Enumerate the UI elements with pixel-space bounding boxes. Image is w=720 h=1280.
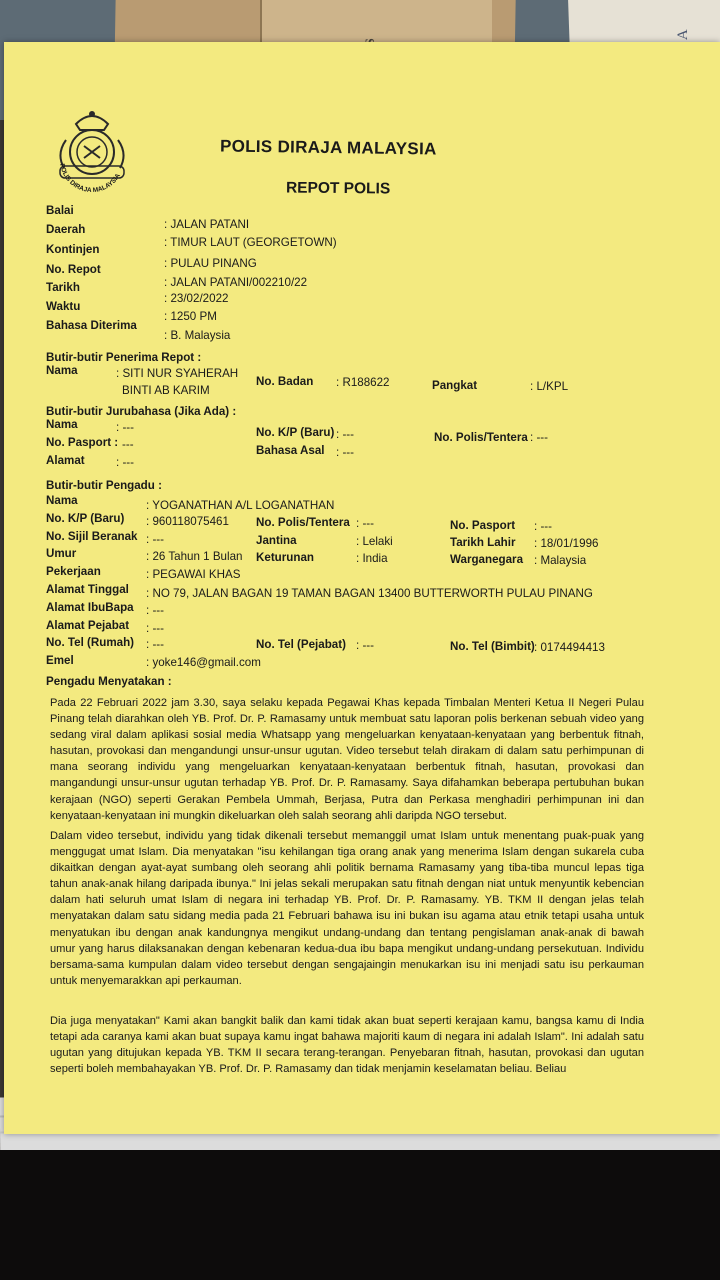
pengadu-nokp-label: No. K/P (Baru) bbox=[46, 512, 125, 525]
jurubahasa-nokp-value: : --- bbox=[336, 428, 355, 441]
no-repot-value: : PULAU PINANG bbox=[164, 257, 257, 270]
no-repot-label: No. Repot bbox=[46, 263, 101, 276]
bahasa-label: Bahasa Diterima bbox=[46, 319, 137, 332]
pengadu-nopolis-value: : --- bbox=[356, 517, 375, 530]
jurubahasa-heading: Butir-butir Jurubahasa (Jika Ada) : bbox=[46, 405, 237, 418]
crest-text: POLIS DIRAJA MALAYSIA bbox=[58, 163, 122, 192]
tarikh-label: Tarikh bbox=[46, 281, 80, 294]
statement-paragraph-3: Dia juga menyatakan" Kami akan bangkit balik dan kami tidak akan buat seperti kerajaan kamu, bangsa kamu di India tetapi ada caranya kami akan buat supaya kamu ingat bahawa majoriti kaum di negara ini adalah Islam". Ini adalah satu ugutan yang ditujukan kepada YB. TKM II secara terang-terangan. Penyebaran fitnah, hasutan, provokasi dan ugutan seperti boleh membahayakan YB. Prof. Dr. P. Ramasamy dan tidak menjamin keselamatan beliau. Beliau bbox=[50, 1015, 644, 1076]
report-page bbox=[4, 42, 720, 1134]
statement-heading: Pengadu Menyatakan : bbox=[46, 675, 172, 688]
umur-value: : 26 Tahun 1 Bulan bbox=[146, 550, 243, 563]
statement-paragraph-2: Dalam video tersebut, individu yang tidak dikenali tersebut memanggil umat Islam untuk menentang puak-puak yang menggugat umat Islam. Dia menyatakan "isu kehilangan tiga orang anak yang menerima Islam dengan sukarela cuba dikaitkan dengan ayat-ayat sumbang oleh seorang ahli politik bernama Ramasamy yang tiba-tiba muncul lepas tiga tahun anak-anak hilang daripada ibunya." Ini jelas sekali merupakan satu fitnah dengan niat untuk menyuntik kebencian dalam hati seluruh umat Islam di negara ini terhadap YB. Prof. Dr. P. Ramasamy. YB. TKM II dengan jelas telah menyatakan dalam satu sidang media pada 21 Februari bahawa isu ini bukan isu agama atau etnik tetapi usaha untuk menyatukan ibu dengan anak kandungnya mengikut undang-undang dan tentang pengislaman anak-anak di bawah umur yang harus dilaksanakan dengan kebenaran kedua-dua ibu bapa mengikut undang-undang persekutuan. Individu bersama-sama kumpulan dalam video tersebut dengan sengajaingin menukarkan isu ini menjadi satu isu perkauman untuk menyemarakkan api perkauman. bbox=[50, 830, 644, 987]
jurubahasa-nama-label: Nama bbox=[46, 418, 78, 431]
jurubahasa-nopolis-label: No. Polis/Tentera bbox=[434, 431, 528, 444]
keturunan-value: : India bbox=[356, 552, 388, 565]
kontinjen-label: Kontinjen bbox=[46, 243, 100, 256]
pengadu-nokp-value: : 960118075461 bbox=[146, 515, 229, 528]
warganegara-value: : Malaysia bbox=[534, 554, 587, 567]
kontinjen-value: : TIMUR LAUT (GEORGETOWN) bbox=[164, 236, 337, 249]
alamat-ibubapa-label: Alamat IbuBapa bbox=[46, 601, 134, 614]
umur-label: Umur bbox=[46, 547, 77, 560]
penerima-nama-value-1: : SITI NUR SYAHERAH bbox=[116, 367, 239, 380]
statement-paragraph-1: Pada 22 Februari 2022 jam 3.30, saya selaku kepada Pegawai Khas kepada Timbalan Menteri Ketua II Negeri Pulau Pinang telah diarahkan oleh YB. Prof. Dr. P. Ramasamy untuk membuat satu laporan polis berkenan sebuah video yang sedang viral dalam aplikasi sosial media Whatsapp yang mengeluarkan kenyataan-kenyataan yang berbentuk fitnah, hasutan, provokasi dan mengandungi unsur-unsur ugutan. Video tersebut telah dirakam di dalam satu perhimpunan di mana seorang individu yang mengeluarkan kenyataan-kenyataan berbentuk fitnah, hasutan, provokasi dan mangandungi unsur-unsur ugutan terhadap YB. Prof. Dr. P. Ramasamy. Saya difahamkan beberapa pertubuhan bukan kerajaan (NGO) seperti Gerakan Pembela Ummah, Berjasa, Putra dan Perkasa menghadiri perhimpunan ini dan kenyataan-kenyataan ini mungkin dikeluarkan oleh salah seorang ahli daripda NGO tersebut. bbox=[50, 697, 644, 822]
penerima-nama-label: Nama bbox=[46, 364, 78, 377]
daerah-value: : JALAN PATANI bbox=[164, 218, 250, 231]
tarikh-lahir-value: : 18/01/1996 bbox=[534, 537, 599, 550]
pangkat-value: : L/KPL bbox=[530, 380, 569, 393]
pdrm-crest-icon bbox=[46, 100, 138, 192]
dark-floor bbox=[0, 1150, 720, 1280]
no-badan-label: No. Badan bbox=[256, 375, 314, 388]
bahasa-value-2: : B. Malaysia bbox=[164, 329, 231, 342]
page-subtitle: REPOT POLIS bbox=[285, 179, 391, 198]
alamat-tinggal-label: Alamat Tinggal bbox=[46, 583, 129, 596]
jurubahasa-pasport-value: --- bbox=[122, 438, 134, 451]
bahasa-asal-label: Bahasa Asal bbox=[256, 444, 325, 457]
sijil-value: : --- bbox=[146, 533, 165, 546]
emel-value: : yoke146@gmail.com bbox=[146, 656, 261, 669]
no-badan-value: : R188622 bbox=[336, 376, 390, 389]
jurubahasa-alamat-label: Alamat bbox=[46, 454, 85, 467]
jurubahasa-nokp-label: No. K/P (Baru) bbox=[256, 426, 335, 439]
alamat-pejabat-value: : --- bbox=[146, 622, 165, 635]
pengadu-pasport-label: No. Pasport bbox=[450, 519, 516, 532]
waktu-label: Waktu bbox=[46, 300, 81, 313]
tarikh-value: : JALAN PATANI/002210/22 bbox=[164, 276, 308, 289]
pengadu-pasport-value: : --- bbox=[534, 520, 553, 533]
tel-bimbit-label: No. Tel (Bimbit) bbox=[450, 640, 535, 653]
alamat-tinggal-value: : NO 79, JALAN BAGAN 19 TAMAN BAGAN 13400 BUTTERWORTH PULAU PINANG bbox=[146, 587, 593, 600]
tel-pejabat-value: : --- bbox=[356, 639, 375, 652]
tel-rumah-label: No. Tel (Rumah) bbox=[46, 636, 135, 649]
jurubahasa-alamat-value: : --- bbox=[116, 456, 135, 469]
pengadu-nama-value: : YOGANATHAN A/L LOGANATHAN bbox=[146, 499, 335, 512]
pangkat-label: Pangkat bbox=[432, 379, 478, 392]
page-title: POLIS DIRAJA MALAYSIA bbox=[219, 136, 437, 159]
pekerjaan-label: Pekerjaan bbox=[46, 565, 101, 578]
balai-label: Balai bbox=[46, 204, 74, 217]
pengadu-nopolis-label: No. Polis/Tentera bbox=[256, 516, 350, 529]
keturunan-label: Keturunan bbox=[256, 551, 314, 564]
jantina-label: Jantina bbox=[256, 534, 297, 547]
waktu-value: : 23/02/2022 bbox=[164, 292, 229, 305]
alamat-pejabat-label: Alamat Pejabat bbox=[46, 619, 130, 632]
tel-rumah-value: : --- bbox=[146, 638, 165, 651]
penerima-heading: Butir-butir Penerima Repot : bbox=[46, 351, 202, 364]
daerah-label: Daerah bbox=[46, 223, 86, 236]
penerima-nama-value-2: BINTI AB KARIM bbox=[122, 384, 210, 397]
sijil-label: No. Sijil Beranak bbox=[46, 530, 138, 543]
tarikh-lahir-label: Tarikh Lahir bbox=[450, 536, 516, 549]
pekerjaan-value: : PEGAWAI KHAS bbox=[146, 568, 241, 581]
pengadu-nama-label: Nama bbox=[46, 494, 78, 507]
warganegara-label: Warganegara bbox=[450, 553, 524, 566]
bahasa-asal-value: : --- bbox=[336, 446, 355, 459]
tel-bimbit-value: : 0174494413 bbox=[534, 641, 605, 654]
tel-pejabat-label: No. Tel (Pejabat) bbox=[256, 638, 346, 651]
jantina-value: : Lelaki bbox=[356, 535, 393, 548]
pengadu-heading: Butir-butir Pengadu : bbox=[46, 479, 162, 492]
alamat-ibubapa-value: : --- bbox=[146, 604, 165, 617]
emel-label: Emel bbox=[46, 654, 74, 667]
jurubahasa-nopolis-value: : --- bbox=[530, 431, 549, 444]
jurubahasa-pasport-label: No. Pasport : bbox=[46, 436, 119, 449]
jurubahasa-nama-value: : --- bbox=[116, 421, 135, 434]
bahasa-value-1: : 1250 PM bbox=[164, 310, 217, 323]
